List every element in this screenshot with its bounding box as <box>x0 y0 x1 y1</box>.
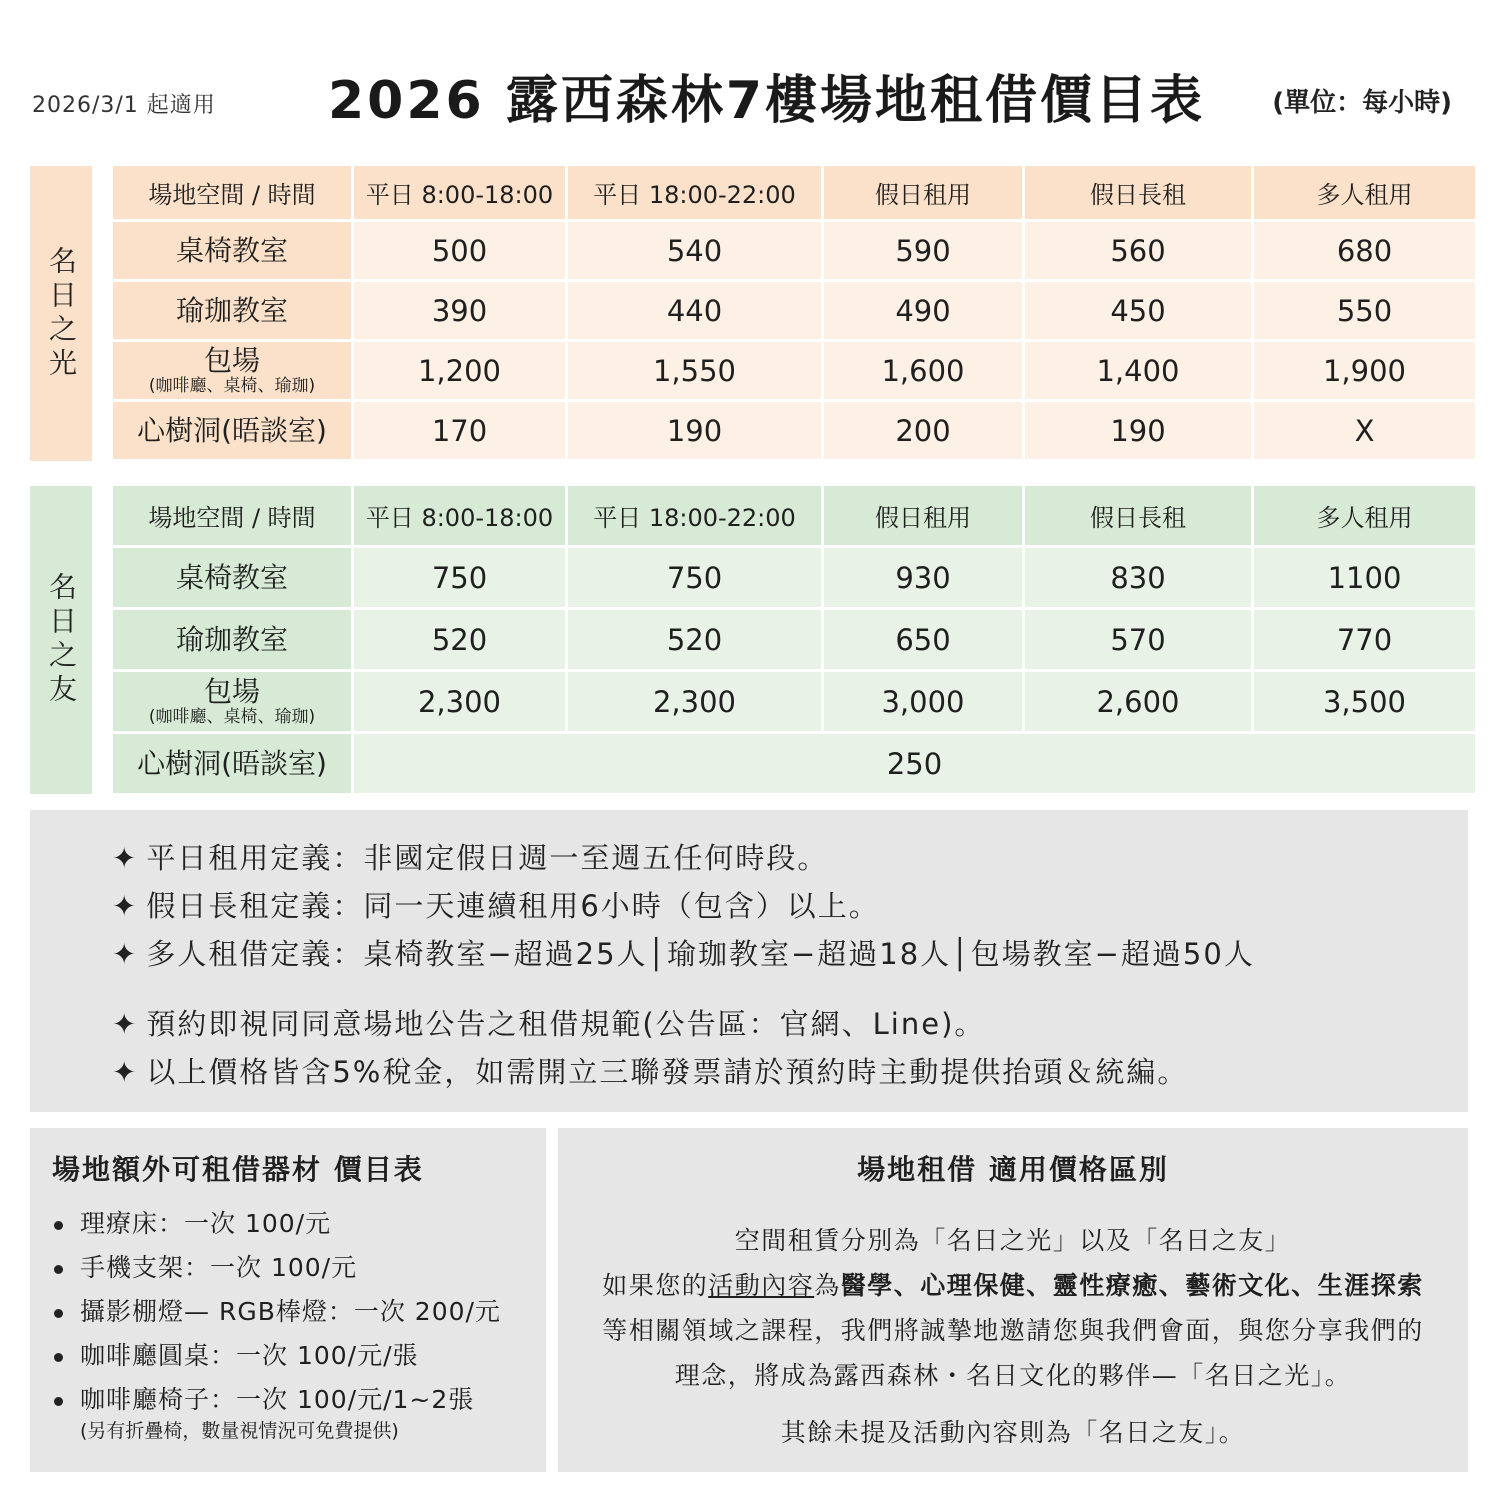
venue-name: 瑜珈教室 <box>175 622 288 656</box>
header-cell: 場地空間 / 時間 <box>113 166 351 219</box>
equipment-list <box>52 1202 526 1422</box>
list-item: 咖啡廳椅子：一次 100/元/1~2張 <box>52 1378 526 1422</box>
table-row <box>113 548 1475 607</box>
table-row <box>113 282 1475 339</box>
price-cell: 200 <box>824 402 1022 459</box>
star-icon: ✦ <box>112 841 139 875</box>
tier1-price-table <box>110 163 1478 462</box>
tier2-label-text: 名日之友 <box>45 572 78 708</box>
note-text: 預約即視同同意場地公告之租借規範(公告區：官網、Line)。 <box>146 1007 986 1041</box>
tiers-line: 理念，將成為露西森林・名日文化的夥伴—「名日之光」。 <box>674 1361 1352 1390</box>
activity-content-link: 活動內容 <box>708 1271 815 1300</box>
price-cell: 2,600 <box>1025 672 1251 731</box>
price-cell: 1,600 <box>824 342 1022 399</box>
note-text: 以上價格皆含5%稅金，如需開立三聯發票請於預約時主動提供抬頭＆統編。 <box>146 1055 1189 1089</box>
venue-cell <box>113 548 351 607</box>
price-cell: 750 <box>354 548 565 607</box>
star-icon: ✦ <box>112 889 139 923</box>
table-row <box>113 610 1475 669</box>
tiers-line: 其餘未提及活動內容則為「名日之友」。 <box>780 1418 1246 1447</box>
note-text: 多人租借定義：桌椅教室−超過25人│瑜珈教室−超過18人│包場教室−超過50人 <box>146 937 1255 971</box>
venue-cell <box>113 672 351 731</box>
price-cell: 3,500 <box>1254 672 1475 731</box>
equipment-title: 場地額外可租借器材 價目表 <box>52 1153 424 1186</box>
note-text: 假日長租定義：同一天連續租用6小時（包含）以上。 <box>146 889 880 923</box>
venue-name: 包場 <box>203 343 260 377</box>
note-line <box>112 930 1468 978</box>
list-item: 理療床：一次 100/元 <box>52 1202 526 1246</box>
tier2-label <box>30 486 92 794</box>
venue-name: 桌椅教室 <box>175 560 288 594</box>
price-cell: 590 <box>824 222 1022 279</box>
tiers-line <box>558 1263 1468 1308</box>
pricing-tiers-title: 場地租借 適用價格區別 <box>857 1153 1169 1186</box>
header-cell: 多人租用 <box>1254 166 1475 219</box>
price-cell: 390 <box>354 282 565 339</box>
price-cell: 190 <box>568 402 821 459</box>
venue-cell <box>113 734 351 793</box>
price-cell: 490 <box>824 282 1022 339</box>
equipment-footnote: (另有折疊椅，數量視情況可免費提供) <box>80 1420 399 1442</box>
star-icon: ✦ <box>112 1007 139 1041</box>
venue-cell <box>113 342 351 399</box>
tier2-price-table <box>110 483 1478 796</box>
venue-name: 桌椅教室 <box>175 233 288 267</box>
star-icon: ✦ <box>112 937 139 971</box>
page-title: 2026 露西森林7樓場地租借價目表 <box>328 71 1206 131</box>
price-cell: 560 <box>1025 222 1251 279</box>
tier1-label-text: 名日之光 <box>45 245 78 382</box>
price-cell: 1,900 <box>1254 342 1475 399</box>
fields-list: 醫學、心理保健、靈性療癒、藝術文化、生涯探索 <box>840 1271 1424 1300</box>
price-cell: 570 <box>1025 610 1251 669</box>
price-cell: 750 <box>568 548 821 607</box>
note-text: 平日租用定義：非國定假日週一至週五任何時段。 <box>146 841 829 875</box>
note-line <box>112 882 1468 930</box>
table-row <box>113 734 1475 793</box>
note-line <box>112 1000 1468 1048</box>
header-cell: 假日租用 <box>824 486 1022 545</box>
header-cell: 平日 8:00-18:00 <box>354 486 565 545</box>
table-row <box>113 672 1475 731</box>
price-cell: 770 <box>1254 610 1475 669</box>
price-cell: 540 <box>568 222 821 279</box>
price-cell: 190 <box>1025 402 1251 459</box>
unit-label: (單位：每小時) <box>1272 88 1452 118</box>
price-cell: 1100 <box>1254 548 1475 607</box>
effective-date: 2026/3/1 起適用 <box>32 93 216 118</box>
venue-name: 瑜珈教室 <box>175 293 288 327</box>
tiers-text: 如果您的 <box>602 1271 709 1300</box>
header-cell: 平日 8:00-18:00 <box>354 166 565 219</box>
tier1-label <box>30 166 92 461</box>
tiers-line: 空間租賃分別為「名日之光」以及「名日之友」 <box>734 1226 1292 1255</box>
price-cell: 830 <box>1025 548 1251 607</box>
price-cell: 1,550 <box>568 342 821 399</box>
venue-name: 心樹洞(晤談室) <box>137 746 327 780</box>
header-cell: 假日租用 <box>824 166 1022 219</box>
notes-panel <box>30 810 1468 1112</box>
price-cell: 2,300 <box>354 672 565 731</box>
venue-subtitle: (咖啡廳、桌椅、瑜珈) <box>148 706 316 727</box>
table-row <box>113 222 1475 279</box>
price-cell: 2,300 <box>568 672 821 731</box>
venue-cell <box>113 282 351 339</box>
header-cell: 假日長租 <box>1025 166 1251 219</box>
note-line <box>112 834 1468 882</box>
price-cell: 520 <box>354 610 565 669</box>
table-header-row <box>113 486 1475 545</box>
header-cell: 假日長租 <box>1025 486 1251 545</box>
header-cell: 場地空間 / 時間 <box>113 486 351 545</box>
header-cell: 平日 18:00-22:00 <box>568 166 821 219</box>
price-cell: 440 <box>568 282 821 339</box>
price-cell: 520 <box>568 610 821 669</box>
price-cell: 450 <box>1025 282 1251 339</box>
header-cell: 平日 18:00-22:00 <box>568 486 821 545</box>
tiers-text: 為 <box>814 1271 841 1300</box>
list-item: 咖啡廳圓桌：一次 100/元/張 <box>52 1334 526 1378</box>
list-item: 攝影棚燈— RGB棒燈：一次 200/元 <box>52 1290 526 1334</box>
equipment-panel <box>30 1128 546 1472</box>
pricing-tiers-panel <box>558 1128 1468 1472</box>
price-cell: 650 <box>824 610 1022 669</box>
table-header-row <box>113 166 1475 219</box>
table-row <box>113 402 1475 459</box>
price-cell: 680 <box>1254 222 1475 279</box>
star-icon: ✦ <box>112 1055 139 1089</box>
venue-name: 包場 <box>203 674 260 708</box>
header-cell: 多人租用 <box>1254 486 1475 545</box>
price-cell: 1,400 <box>1025 342 1251 399</box>
price-cell: X <box>1254 402 1475 459</box>
venue-cell <box>113 222 351 279</box>
price-cell-merged: 250 <box>354 734 1475 793</box>
venue-name: 心樹洞(晤談室) <box>137 413 327 447</box>
venue-cell <box>113 402 351 459</box>
price-cell: 3,000 <box>824 672 1022 731</box>
price-cell: 170 <box>354 402 565 459</box>
price-cell: 500 <box>354 222 565 279</box>
list-item: 手機支架：一次 100/元 <box>52 1246 526 1290</box>
price-cell: 550 <box>1254 282 1475 339</box>
venue-subtitle: (咖啡廳、桌椅、瑜珈) <box>148 375 316 396</box>
table-row <box>113 342 1475 399</box>
venue-cell <box>113 610 351 669</box>
tiers-line: 等相關領域之課程，我們將誠摯地邀請您與我們會面，與您分享我們的 <box>602 1316 1424 1345</box>
price-cell: 930 <box>824 548 1022 607</box>
note-line <box>112 1048 1468 1096</box>
price-cell: 1,200 <box>354 342 565 399</box>
